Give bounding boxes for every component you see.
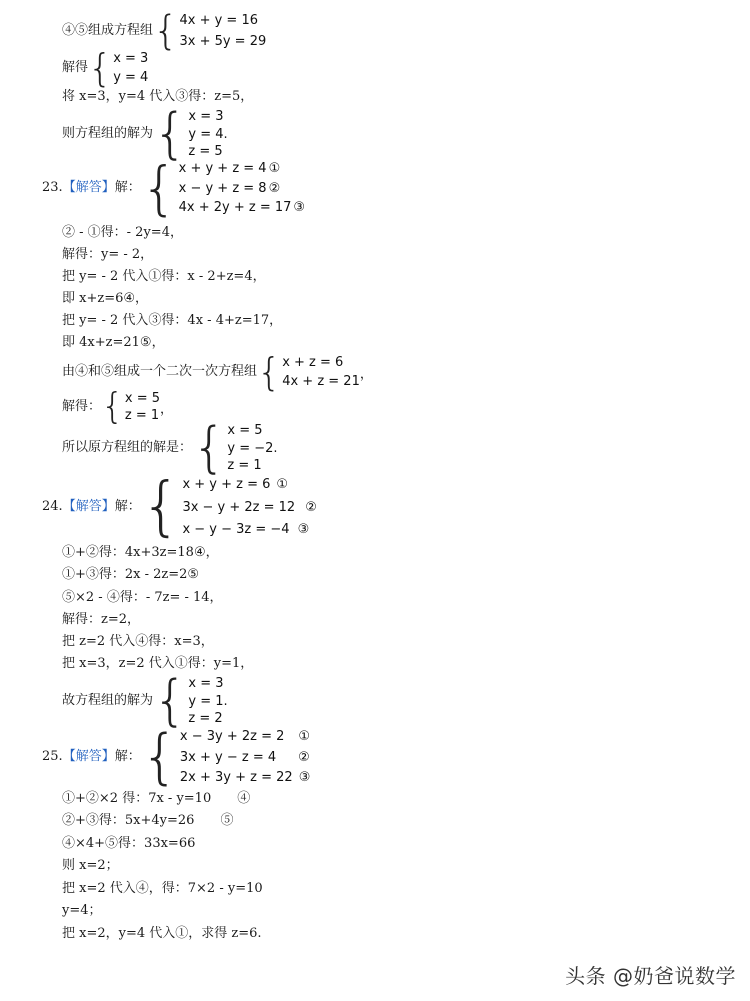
equation-mark: ①	[268, 161, 281, 176]
equation-text: 3x + y − z = 4	[179, 749, 277, 765]
solution-prefix: 解：	[114, 499, 141, 514]
equation	[180, 728, 310, 745]
equation: x = 5	[124, 391, 161, 406]
equation-list	[179, 160, 305, 216]
equation-list	[227, 422, 273, 474]
equation-mark: ③	[293, 200, 306, 215]
equation: y = 1	[188, 693, 224, 709]
equation: x = 3	[188, 676, 224, 691]
brace: {	[140, 722, 179, 792]
equation: 3x + 5y = 29	[179, 34, 267, 49]
end-mark: .	[223, 693, 228, 709]
p24-header	[42, 470, 317, 544]
step-line: 把 x=3，z=2 代入①得：y=1，	[62, 656, 254, 671]
p25-header	[42, 722, 311, 792]
brace: {	[153, 102, 188, 165]
brace: {	[140, 470, 182, 544]
equation-list	[188, 675, 223, 727]
solution-prefix: 解：	[114, 749, 141, 764]
equation-mark: ①	[298, 729, 311, 744]
step-line: 即 4x+z=21⑤，	[62, 335, 165, 350]
equation-text: x − 3y + 2z = 2	[179, 729, 285, 744]
brace: {	[153, 669, 188, 732]
solve-label: 解得	[62, 60, 89, 75]
equation	[182, 476, 316, 493]
brace: {	[153, 8, 179, 54]
equation: y = 4	[113, 70, 149, 85]
p24-final-block	[62, 669, 228, 732]
equation: z = 2	[188, 711, 223, 726]
step-line: 把 y= - 2 代入③得：4x - 4+z=17，	[62, 313, 283, 328]
step-line: 把 x=2 代入④，得：7×2 - y=10	[62, 881, 263, 896]
p23-combine-block	[62, 350, 373, 394]
watermark-text: 头条 @奶爸说数学	[565, 964, 736, 988]
brace: {	[192, 416, 227, 479]
equation-text: x − y − 3z = −4	[182, 522, 290, 537]
step-line: ①+③得：2x - 2z=2⑤	[62, 567, 200, 582]
brace: {	[88, 46, 113, 90]
equation-text: x + y + z = 4	[178, 161, 267, 176]
step-line: ⑤×2 - ④得：- 7z= - 14，	[62, 590, 223, 605]
equation: x + z = 6	[282, 355, 344, 370]
final-label: 则方程组的解为	[62, 126, 154, 141]
step-line: 把 y= - 2 代入①得：x - 2+z=4，	[62, 269, 266, 284]
equation-list	[182, 476, 316, 538]
step-line: 则 x=2；	[62, 858, 119, 873]
equation: 4x + z = 21	[282, 374, 360, 389]
final-label: 所以原方程组的解是：	[62, 440, 193, 455]
equation: 4x + y = 16	[179, 13, 258, 28]
brace: {	[140, 154, 178, 222]
end-mark: .	[223, 126, 228, 142]
brace: {	[257, 350, 282, 394]
problem-number: 25.	[42, 749, 63, 764]
equation: y = 4	[188, 126, 224, 142]
equation: y = −2	[227, 440, 274, 456]
equation: x = 3	[188, 109, 224, 124]
step-line: 把 z=2 代入④得：x=3，	[62, 634, 214, 649]
p22-substitution-line: 将 x=3，y=4 代入③得：z=5，	[62, 89, 254, 104]
equation	[182, 521, 316, 538]
p23-solve-block	[62, 386, 174, 427]
p22-final-block	[62, 102, 228, 165]
step-line: ①+②×2 得：7x - y=10 ④	[62, 791, 251, 806]
step-line: 解得：z=2，	[62, 612, 141, 627]
equation: z = 1	[227, 458, 262, 473]
equation	[179, 199, 305, 216]
step-line: ②+③得：5x+4y=26 ⑤	[62, 813, 234, 828]
brace: {	[101, 386, 124, 427]
equation-text: x − y + z = 8	[178, 180, 267, 196]
step-line: ② - ①得：- 2y=4，	[62, 225, 183, 240]
equation-mark: ②	[268, 180, 281, 196]
equation-text: x + y + z = 6	[182, 477, 271, 492]
equation	[179, 160, 305, 177]
equation-text: 3x − y + 2z = 12	[182, 499, 296, 515]
step-line: ①+②得：4x+3z=18④，	[62, 545, 219, 560]
end-mark: ，	[359, 366, 373, 382]
final-label: 故方程组的解为	[62, 693, 154, 708]
problem-number: 23.	[42, 180, 63, 195]
equation	[182, 499, 316, 516]
end-mark: .	[273, 440, 278, 456]
step-line: 即 x+z=6④，	[62, 291, 149, 306]
answer-tag: 【解答】	[62, 180, 115, 195]
step-line: y=4；	[62, 903, 102, 918]
equation-text: 4x + 2y + z = 17	[178, 200, 292, 215]
answer-tag: 【解答】	[62, 499, 115, 514]
p22-solution-block	[62, 46, 149, 90]
equation-list	[180, 728, 310, 786]
equation-mark: ②	[305, 499, 317, 515]
p22-intro: ④⑤组成方程组	[62, 23, 154, 38]
combine-label: 由④和⑤组成一个二次一次方程组	[62, 364, 258, 379]
p23-header	[42, 154, 306, 222]
equation-text: 2x + 3y + z = 22	[179, 770, 293, 785]
equation-mark: ③	[298, 770, 311, 785]
equation	[180, 749, 310, 766]
equation-mark: ③	[297, 522, 310, 537]
step-line: 解得：y= - 2，	[62, 247, 154, 262]
equation-list	[282, 354, 360, 390]
equation-mark: ②	[298, 749, 310, 765]
equation-list	[113, 50, 148, 86]
equation: x = 5	[227, 423, 263, 438]
end-mark: ，	[160, 401, 174, 417]
equation	[180, 769, 310, 786]
solution-prefix: 解：	[114, 180, 141, 195]
equation-list	[125, 390, 160, 424]
equation-mark: ①	[276, 477, 289, 492]
solve-label: 解得：	[62, 399, 102, 414]
step-line: 把 x=2，y=4 代入①，求得 z=6.	[62, 926, 262, 941]
equation	[179, 180, 305, 197]
equation-list	[179, 12, 266, 50]
step-line: ④×4+⑤得：33x=66	[62, 836, 196, 851]
equation: z = 5	[188, 144, 223, 159]
equation: z = 1	[124, 408, 160, 423]
problem-number: 24.	[42, 499, 63, 514]
answer-tag: 【解答】	[62, 749, 115, 764]
p22-system-block	[62, 8, 267, 54]
p23-final-block	[62, 416, 278, 479]
equation-list	[188, 108, 223, 160]
equation: x = 3	[113, 51, 149, 66]
